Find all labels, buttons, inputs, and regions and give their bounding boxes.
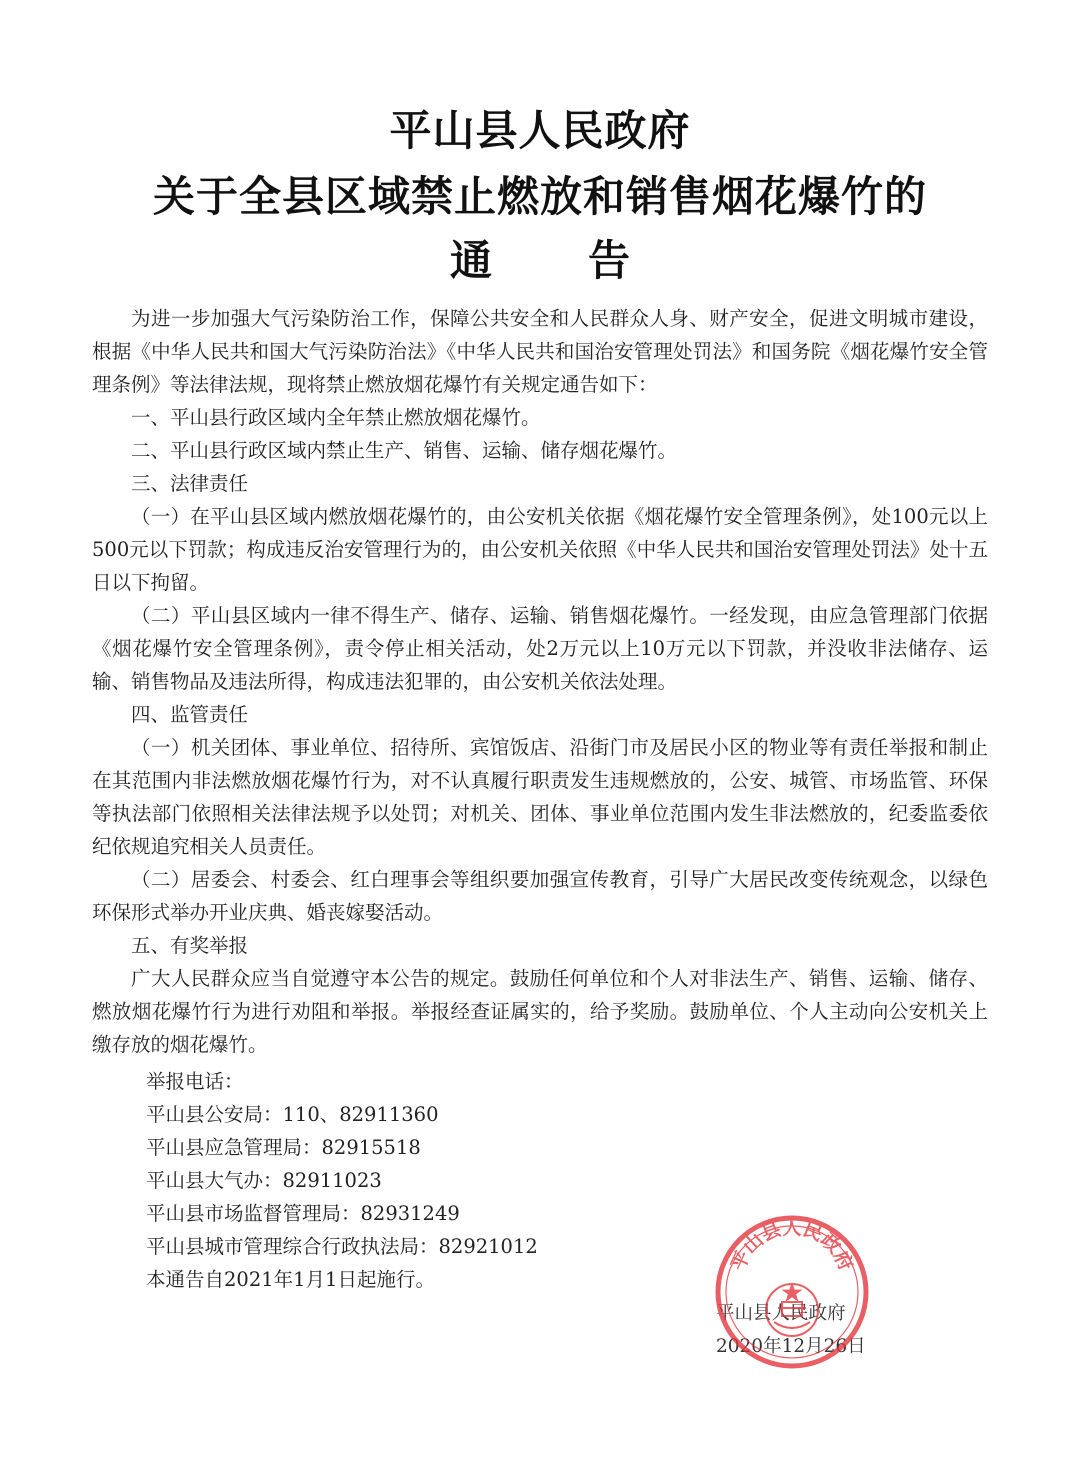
hotline-item: 平山县公安局：110、82911360 [146, 1103, 439, 1126]
intro-paragraph: 为进一步加强大气污染防治工作，保障公共安全和人民群众人身、财产安全，促进文明城市建设，根据《中华人民共和国大气污染防治法》《中华人民共和国治安管理处罚法》和国务院《烟花爆竹安全管理条例》等法律法规，现将禁止燃放烟花爆竹有关规定通告如下： [92, 307, 988, 396]
notice-title-type [0, 236, 1080, 285]
hotline-item: 平山县应急管理局：82915518 [146, 1136, 421, 1159]
issue-date: 2020年12月26日 [716, 1336, 866, 1357]
legal-liability-item-1: （一）在平山县区域内燃放烟花爆竹的，由公安机关依据《烟花爆竹安全管理条例》，处100元以上500元以下罚款；构成违反治安管理行为的，由公安机关依照《中华人民共和国治安管理处罚法》处十五日以下拘留。 [92, 505, 988, 594]
notice-title-issuer: 平山县人民政府 [389, 106, 691, 155]
hotline-item: 平山县大气办：82911023 [146, 1169, 382, 1192]
reward-paragraph: 广大人民群众应当自觉遵守本公告的规定。鼓励任何单位和个人对非法生产、销售、运输、储存、燃放烟花爆竹行为进行劝阻和举报。举报经查证属实的，给予奖励。鼓励单位、个人主动向公安机关上缴存放的烟花爆竹。 [92, 967, 988, 1056]
notice-title-char-2: 告 [588, 236, 631, 285]
section-heading-legal-liability: 三、法律责任 [131, 472, 249, 495]
notice-title-char-1: 通 [449, 236, 492, 285]
hotline-label: 举报电话： [146, 1070, 244, 1093]
supervision-item-2: （二）居委会、村委会、红白理事会等组织要加强宣传教育，引导广大居民改变传统观念，以绿色环保形式举办开业庆典、婚丧嫁娶活动。 [92, 868, 988, 924]
hotline-item: 平山县市场监督管理局：82931249 [146, 1202, 460, 1225]
clause-2: 二、平山县行政区域内禁止生产、销售、运输、储存烟花爆竹。 [131, 439, 678, 462]
issuer-signature: 平山县人民政府 [716, 1303, 846, 1324]
effective-date: 本通告自2021年1月1日起施行。 [146, 1268, 435, 1291]
clause-1: 一、平山县行政区域内全年禁止燃放烟花爆竹。 [131, 406, 541, 429]
notice-title-subject: 关于全县区域禁止燃放和销售烟花爆竹的 [152, 172, 927, 221]
seal-text: 平山县人民政府 [727, 1217, 857, 1275]
section-heading-supervision: 四、监管责任 [131, 703, 249, 726]
supervision-item-1: （一）机关团体、事业单位、招待所、宾馆饭店、沿街门市及居民小区的物业等有责任举报和制止在其范围内非法燃放烟花爆竹行为，对不认真履行职责发生违规燃放的，公安、城管、市场监管、环保等执法部门依照相关法律法规予以处罚；对机关、团体、事业单位范围内发生非法燃放的，纪委监委依纪依规追究相关人员责任。 [92, 736, 988, 858]
hotline-item: 平山县城市管理综合行政执法局：82921012 [146, 1235, 538, 1258]
section-heading-reward: 五、有奖举报 [131, 934, 249, 957]
seal-star-icon [781, 1282, 802, 1302]
legal-liability-item-2: （二）平山县区域内一律不得生产、储存、运输、销售烟花爆竹。一经发现，由应急管理部门依据《烟花爆竹安全管理条例》，责令停止相关活动，处2万元以上10万元以下罚款，并没收非法储存、运输、销售物品及违法所得，构成违法犯罪的，由公安机关依法处理。 [92, 604, 988, 693]
